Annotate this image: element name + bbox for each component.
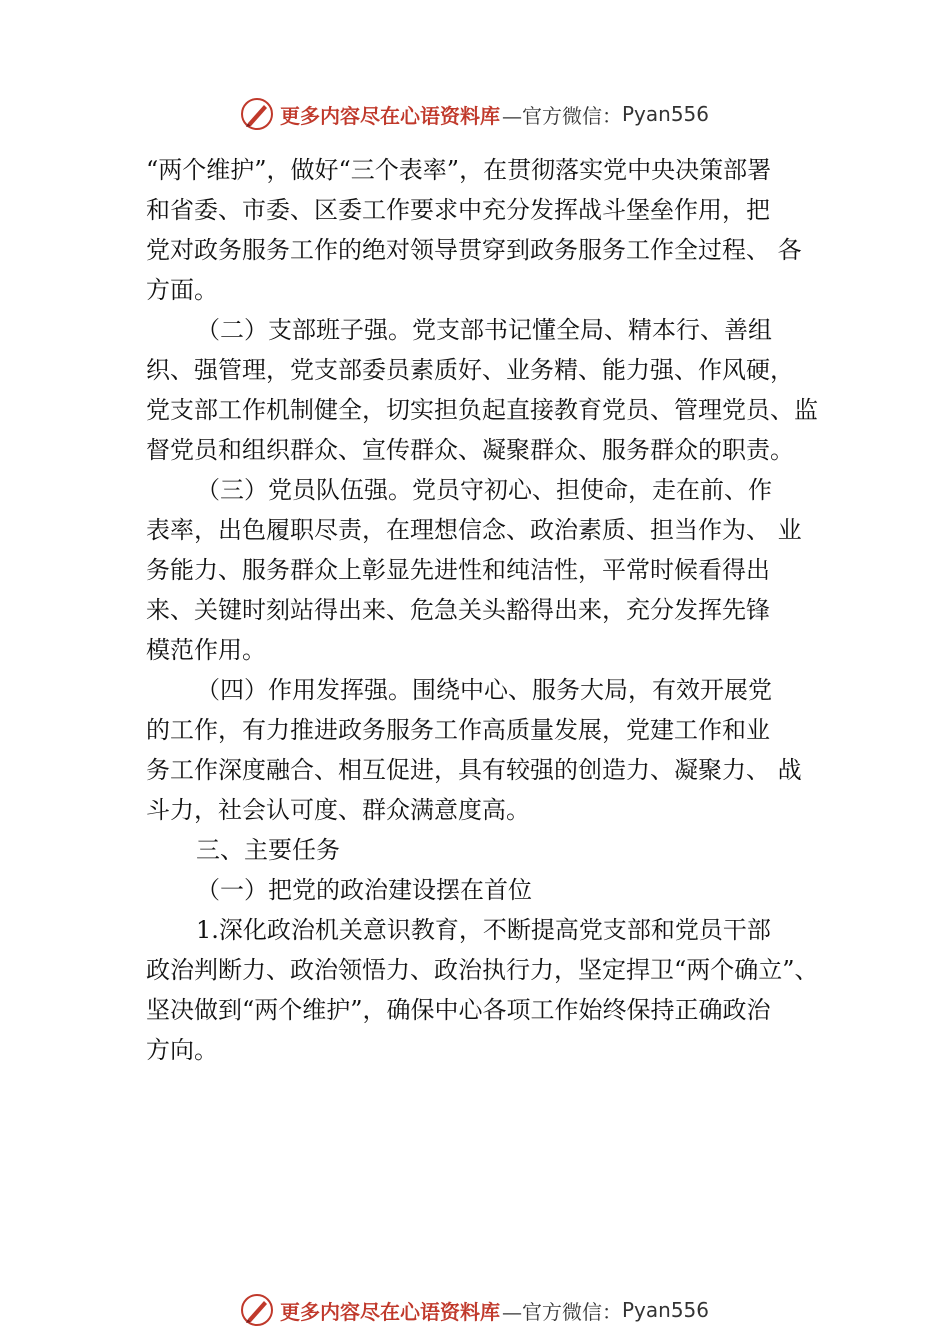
body-line: 务能力、服务群众上彰显先进性和纯洁性，平常时候看得出	[146, 556, 770, 584]
header-banner	[240, 94, 760, 134]
body-line: 坚决做到“两个维护”，确保中心各项工作始终保持正确政治	[146, 996, 771, 1024]
banner-site-text: 更多内容尽在心语资料库	[280, 1299, 500, 1324]
body-line: 1.深化政治机关意识教育，不断提高党支部和党员干部	[196, 916, 771, 944]
body-line: 政治判断力、政治领悟力、政治执行力，坚定捍卫“两个确立”、	[146, 956, 819, 984]
body-line: 的工作，有力推进政务服务工作高质量发展，党建工作和业	[146, 716, 770, 744]
chapter-heading-line: 三、主要任务	[196, 836, 340, 864]
body-line: 来、关键时刻站得出来、危急关头豁得出来，充分发挥先锋	[146, 596, 770, 624]
body-line: 方向。	[146, 1036, 218, 1064]
banner-wechat-id: Pyan556	[622, 102, 710, 126]
document-body	[146, 150, 819, 1070]
section-heading-line: （一）把党的政治建设摆在首位	[196, 876, 532, 904]
body-line: 斗力，社会认可度、群众满意度高。	[146, 796, 530, 824]
body-line: “两个维护”，做好“三个表率”，在贯彻落实党中央决策部署	[146, 156, 772, 184]
banner-wechat-label: —官方微信：	[502, 1299, 622, 1324]
section-heading-line: （三）党员队伍强。党员守初心、担使命，走在前、作	[196, 476, 772, 504]
pen-logo-icon	[240, 97, 274, 131]
footer-banner	[240, 1290, 760, 1330]
body-line: 织、强管理，党支部委员素质好、业务精、能力强、作风硬，	[146, 356, 794, 384]
section-heading-line: （二）支部班子强。党支部书记懂全局、精本行、善组	[196, 316, 772, 344]
body-line: 党对政务服务工作的绝对领导贯穿到政务服务工作全过程、 各	[146, 236, 802, 264]
body-line: 和省委、市委、区委工作要求中充分发挥战斗堡垒作用，把	[146, 196, 770, 224]
body-line: 务工作深度融合、相互促进，具有较强的创造力、凝聚力、 战	[146, 756, 802, 784]
banner-site-text: 更多内容尽在心语资料库	[280, 103, 500, 128]
body-line: 模范作用。	[146, 636, 266, 664]
pen-logo-icon	[240, 1293, 274, 1327]
body-line: 表率，出色履职尽责，在理想信念、政治素质、担当作为、 业	[146, 516, 802, 544]
section-heading-line: （四）作用发挥强。围绕中心、服务大局，有效开展党	[196, 676, 772, 704]
body-line: 党支部工作机制健全，切实担负起直接教育党员、管理党员、监	[146, 396, 818, 424]
banner-wechat-label: —官方微信：	[502, 103, 622, 128]
banner-wechat-id: Pyan556	[622, 1298, 710, 1322]
body-line: 方面。	[146, 276, 218, 304]
body-line: 督党员和组织群众、宣传群众、凝聚群众、服务群众的职责。	[146, 436, 794, 464]
